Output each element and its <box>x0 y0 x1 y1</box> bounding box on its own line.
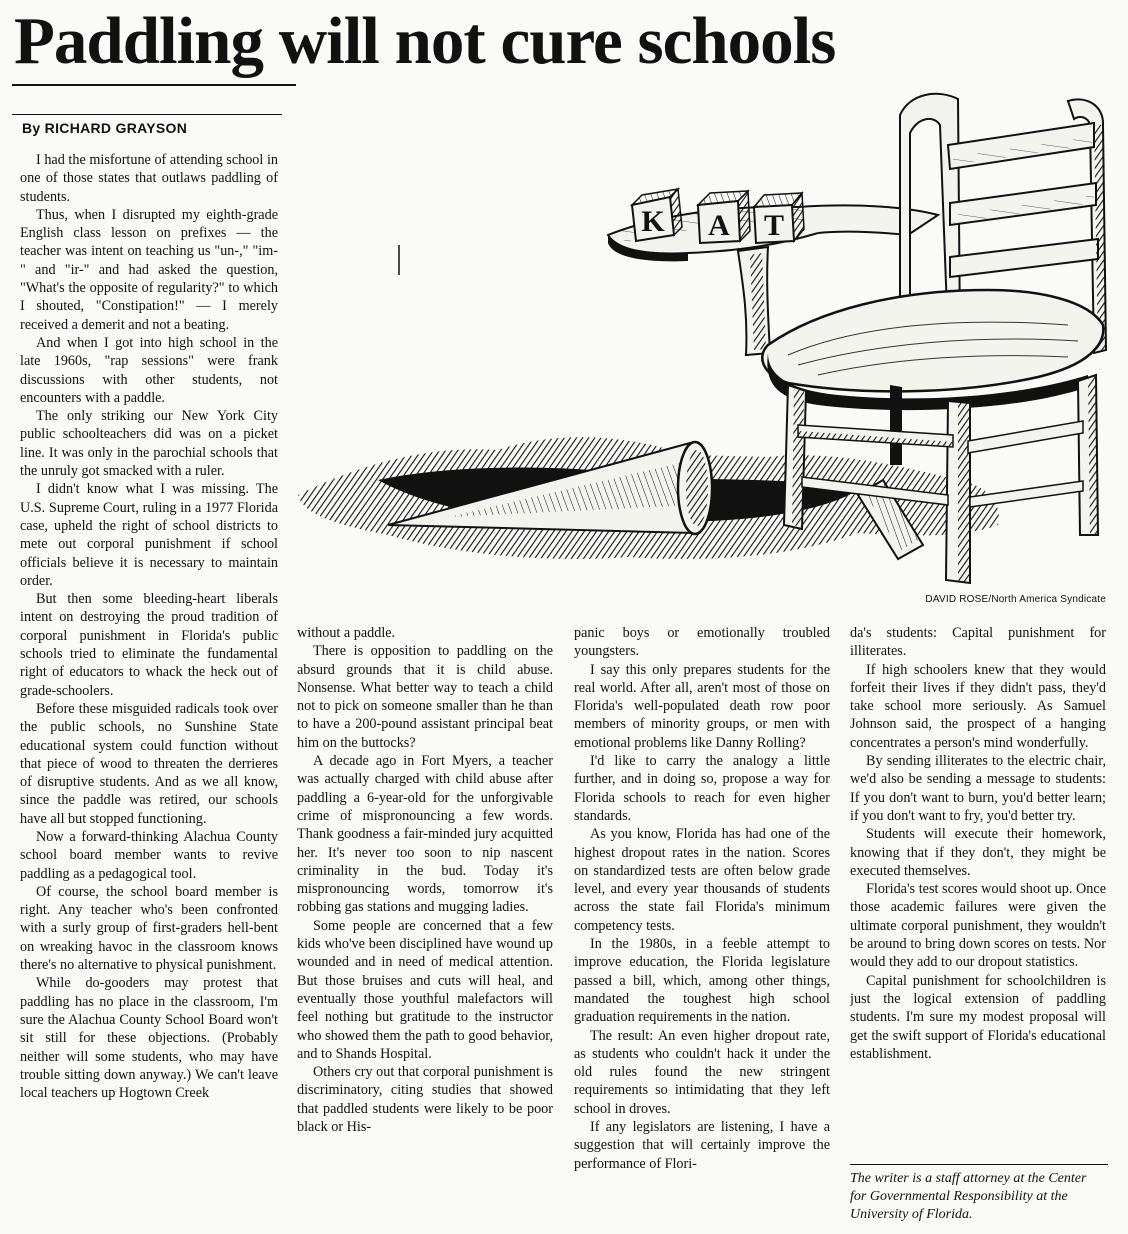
paragraph: But then some bleeding-heart liberals intent on destroying the proud tradition of corporal punishment in Florida's public schools tried to eliminate the fundamental right of educators to whack the heck out of grade-schoolers. <box>20 591 278 699</box>
paragraph-continued: without a paddle. <box>297 625 396 641</box>
paragraph: As you know, Florida has had one of the highest dropout rates in the nation. Scores on standardized tests are often below grade level, and every year thousands of students across the state fail Florida's minimum competency tests. <box>574 826 830 934</box>
headline: Paddling will not cure schools <box>14 4 836 78</box>
illustration-credit: DAVID ROSE/North America Syndicate <box>925 594 1106 605</box>
paragraph: Before these misguided radicals took over the public schools, no Sunshine State educational system could function without that piece of wood to threaten the derrieres of disruptive students. And as we all know, since the paddle was retired, our schools have all but stopped functioning. <box>20 700 278 827</box>
paragraph: I say this only prepares students for the real world. After all, aren't most of those on Florida's well-populated death row poor members of minority groups, or men with emotional problems like Danny Rolling? <box>574 661 830 751</box>
paragraph: While do-gooders may protest that paddling has no place in the classroom, I'm sure the Alachua County School Board won't sit still for these objections. (Probably neither will some students, who may have trouble sitting down anyway.) We can't leave local teachers up Hogtown Creek <box>20 975 278 1102</box>
svg-text:T: T <box>763 209 785 242</box>
paragraph: Students will execute their homework, knowing that if they don't, they might be executed themselves. <box>850 826 1106 879</box>
paragraph: And when I got into high school in the late 1960s, "rap sessions" were frank discussions with other students, not encounters with a paddle. <box>20 334 278 406</box>
svg-text:A: A <box>708 209 730 242</box>
paragraph: There is opposition to paddling on the absurd grounds that it is child abuse. Nonsense. What better way to teach a child not to pick on someone smaller than he than to have a 200-pound assistant principal beat him on the buttocks? <box>297 643 553 751</box>
author-note-rule <box>850 1164 1108 1165</box>
paragraph: I had the misfortune of attending school in one of those states that outlaws paddling of students. <box>20 152 278 205</box>
paragraph: Thus, when I disrupted my eighth-grade English class lesson on prefixes — the teacher was intent on teaching us "un-," "im-" and "ir-" and had asked the question, "What's the opposite of regularity?" to which I shouted, "Constipation!" — I merely received a demerit and not a beating. <box>20 206 278 333</box>
article-column-2 <box>297 624 553 1234</box>
paragraph: I didn't know what I was missing. The U.S. Supreme Court, ruling in a 1977 Florida case, upheld the right of school districts to mete out corporal punishment if school officials believe it is necessary to maintain order. <box>20 481 278 589</box>
paragraph: Of course, the school board member is right. Any teacher who's been confronted with a surly group of first-graders hell-bent on wreaking havoc in the classroom knows there's no alternative to physical punishment. <box>20 883 278 974</box>
paragraph: In the 1980s, in a feeble attempt to improve education, the Florida legislature passed a bill, which, among other things, mandated the toughest high school graduation requirements in the nation. <box>574 936 830 1026</box>
paragraph: The only striking our New York City public schoolteachers did was on a picket line. It was only in the parochial schools that the unruly got smacked with a ruler. <box>20 408 278 480</box>
byline-rule <box>12 114 282 115</box>
paragraph-continued: panic boys or emotionally troubled youngsters. <box>574 625 830 660</box>
paragraph: Capital punishment for schoolchildren is just the logical extension of paddling students. I'm sure my modest proposal will get the swift support of Florida's educational establishment. <box>850 972 1106 1062</box>
paragraph: I'd like to carry the analogy a little further, and in doing so, propose a way for Florida schools to reach for even higher standards. <box>574 753 830 824</box>
paragraph-continued: da's students: Capital punishment for illiterates. <box>850 625 1106 660</box>
paragraph: By sending illiterates to the electric chair, we'd also be sending a message to students: If you don't want to burn, you'd better learn; if you don't want to fry, you'd better try. <box>850 753 1106 824</box>
chair-seat <box>762 290 1103 410</box>
letter-blocks <box>632 189 804 243</box>
block-k <box>632 189 682 241</box>
illustration-chair-dunce-cap <box>298 85 1108 590</box>
paragraph: The result: An even higher dropout rate, as students who couldn't hack it under the old rules found the new stringent requirements so intimidating that they left school in droves. <box>574 1027 830 1117</box>
paragraph: Now a forward-thinking Alachua County school board member wants to revive paddling as a pedagogical tool. <box>20 828 278 882</box>
article-column-4 <box>850 624 1106 1164</box>
byline: By RICHARD GRAYSON <box>22 120 188 136</box>
paragraph: A decade ago in Fort Myers, a teacher was actually charged with child abuse after paddling a 6-year-old for the unforgivable crime of mispronouncing a few words. Thank goodness a fair-minded jury acquitted her. It's never too soon to nip nascent criminality in the bud. Today it's mispronouncing words, tomorrow it's robbing gas stations and mugging ladies. <box>297 753 553 916</box>
article-column-3 <box>574 624 830 1234</box>
block-t <box>754 193 804 243</box>
paragraph: Florida's test scores would shoot up. Once those academic failures were given the ultimate corporal punishment, they wouldn't be around to bring down scores on tests. Nor would they add to our dropout statistics. <box>850 881 1106 971</box>
paragraph: If any legislators are listening, I have a suggestion that will certainly improve the performance of Flori- <box>574 1119 830 1172</box>
paragraph: Others cry out that corporal punishment is discriminatory, citing studies that showed that paddled students were likely to be poor black or His- <box>297 1064 553 1136</box>
paragraph: If high schoolers knew that they would forfeit their lives if they didn't pass, they'd take school more seriously. As Samuel Johnson said, the prospect of a hanging concentrates a person's mind wonderfully. <box>850 661 1106 751</box>
paragraph: Some people are concerned that a few kids who've been disciplined have wound up wounded and in need of medical attention. But those bruises and cuts will heal, and eventually those youthful malefactors will feel nothing but gratitude to the instructor who showed them the path to good behavior, and to Shands Hospital. <box>297 917 553 1062</box>
block-a <box>698 191 750 243</box>
author-note: The writer is a staff attorney at the Center for Governmental Responsibility at the University of Florida. <box>850 1171 1087 1222</box>
svg-text:K: K <box>641 205 665 238</box>
article-column-1 <box>20 151 278 1234</box>
headline-rule <box>12 84 296 86</box>
